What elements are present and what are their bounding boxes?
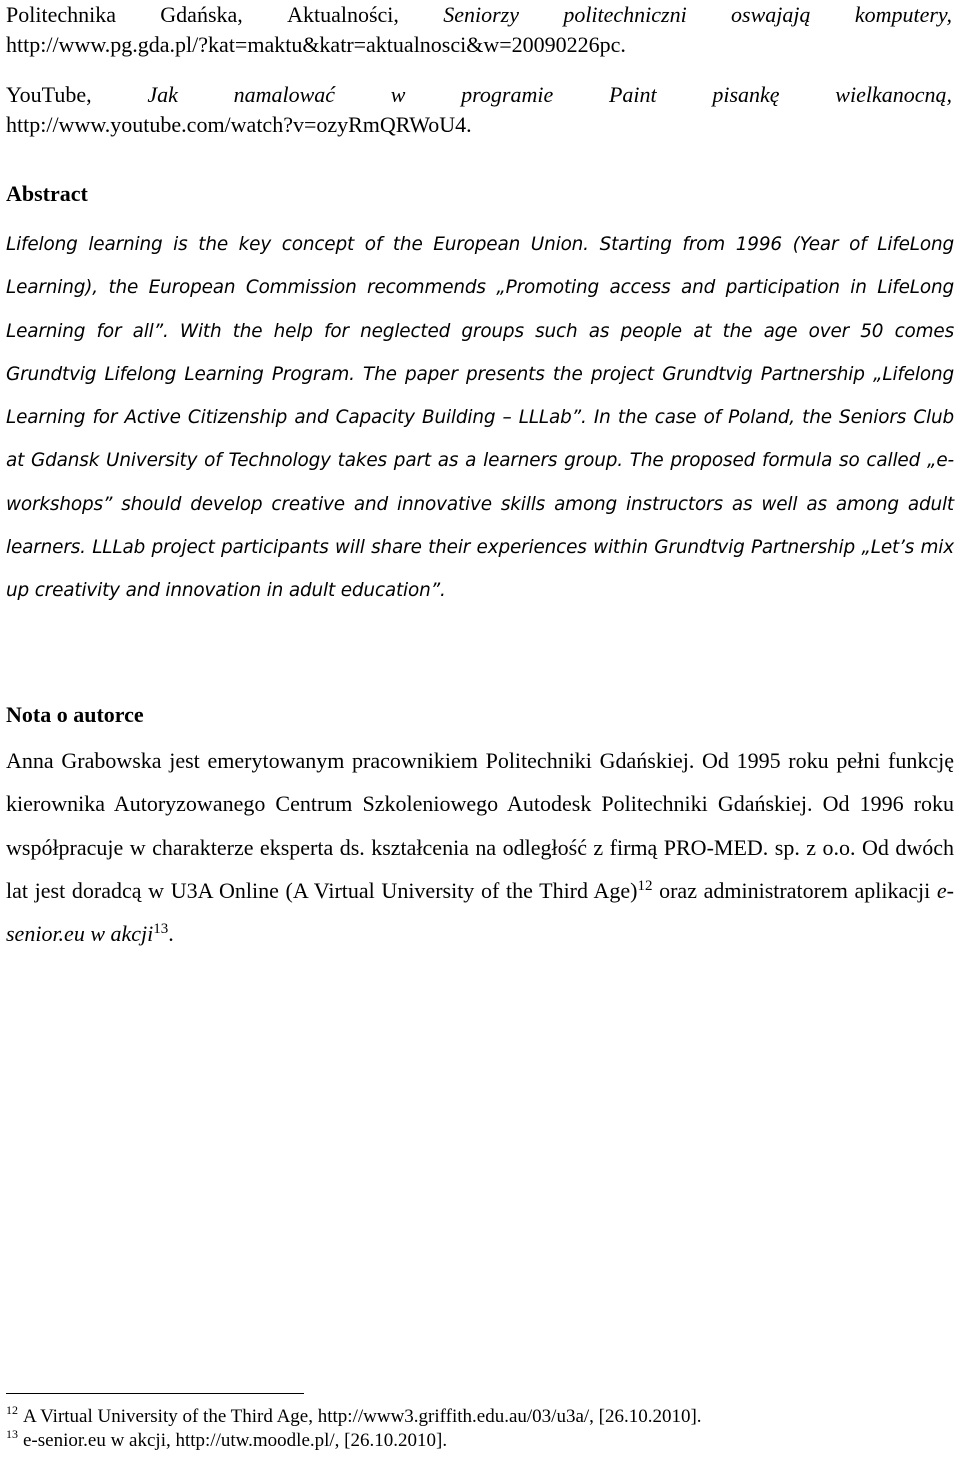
ref-title-word: w <box>390 82 406 107</box>
footnote-text: e-senior.eu w akcji, http://utw.moodle.pl/, [26.10.2010]. <box>23 1430 448 1451</box>
ref-title-word: pisankę <box>712 82 780 107</box>
ref-title-word: politechniczni <box>563 2 687 27</box>
author-note-end: . <box>168 921 174 947</box>
ref-title-word: oswajają <box>731 2 811 27</box>
ref-title-word: Paint <box>608 82 657 107</box>
author-note-part2: oraz administratorem aplikacji <box>652 877 937 903</box>
ref-title-word: Seniorzy <box>443 2 519 27</box>
footnote-ref-13: 13 <box>153 921 169 938</box>
footnote-text: A Virtual University of the Third Age, http://www3.griffith.edu.au/03/u3a/, [26.10.2010]. <box>23 1406 702 1427</box>
ref-title-word: programie <box>461 82 554 107</box>
ref-author: YouTube, <box>6 82 92 107</box>
ref-source: Aktualności, <box>287 2 399 27</box>
author-note-text <box>6 739 954 955</box>
abstract-heading: Abstract <box>6 181 88 206</box>
footnotes <box>6 1405 946 1453</box>
author-note-app-name: e-senior.eu w akcji <box>6 877 954 947</box>
reference-youtube <box>6 80 952 140</box>
footnote-ref-12: 12 <box>637 877 653 894</box>
ref-title-word: namalować <box>233 82 336 107</box>
ref-title-word: Jak <box>147 82 178 107</box>
ref-url: http://www.pg.gda.pl/?kat=maktu&katr=aktualnosci&w=20090226pc. <box>6 32 626 57</box>
footnote-number: 13 <box>6 1427 18 1441</box>
ref-title-word: wielkanocną, <box>835 82 952 107</box>
reference-pg-gda <box>6 0 952 60</box>
footnote-divider <box>6 1393 304 1394</box>
ref-url: http://www.youtube.com/watch?v=ozyRmQRWoU4. <box>6 112 472 137</box>
footnote-13 <box>6 1429 946 1453</box>
author-note-heading: Nota o autorce <box>6 702 144 727</box>
author-note-part1: Anna Grabowska jest emerytowanym pracownikiem Politechniki Gdańskiej. Od 1995 roku pełni funkcję kierownika Autoryzowanego Centrum Szkoleniowego Autodesk Politechniki Gdańskiej. Od 1996 roku współpracuje w charakterze eksperta ds. kształcenia na odległość z firmą PRO-MED. sp. z o.o. Od dwóch lat jest doradcą w U3A Online (A Virtual University of the Third Age) <box>6 748 954 903</box>
footnote-12 <box>6 1405 946 1429</box>
ref-author: Politechnika <box>6 2 116 27</box>
ref-title-word: komputery, <box>854 2 952 27</box>
abstract-text: Lifelong learning is the key concept of the European Union. Starting from 1996 (Year of LifeLong Learning), the European Commission recommends „Promoting access and participation in LifeLong Learning for all”. With the help for neglected groups such as people at the age over 50 comes Grundtvig Lifelong Learning Program. The paper presents the project Grundtvig Partnership „Lifelong Learning for Active Citizenship and Capacity Building – LLLab”. In the case of Poland, the Seniors Club at Gdansk University of Technology takes part as a learners group. The proposed formula so called „e-workshops” should develop creative and innovative skills among instructors as well as among adult learners. LLLab project participants will share their experiences within Grundtvig Partnership „Let’s mix up creativity and innovation in adult education”. <box>6 234 954 602</box>
footnote-number: 12 <box>6 1403 18 1417</box>
ref-author-rest: Gdańska, <box>160 2 243 27</box>
